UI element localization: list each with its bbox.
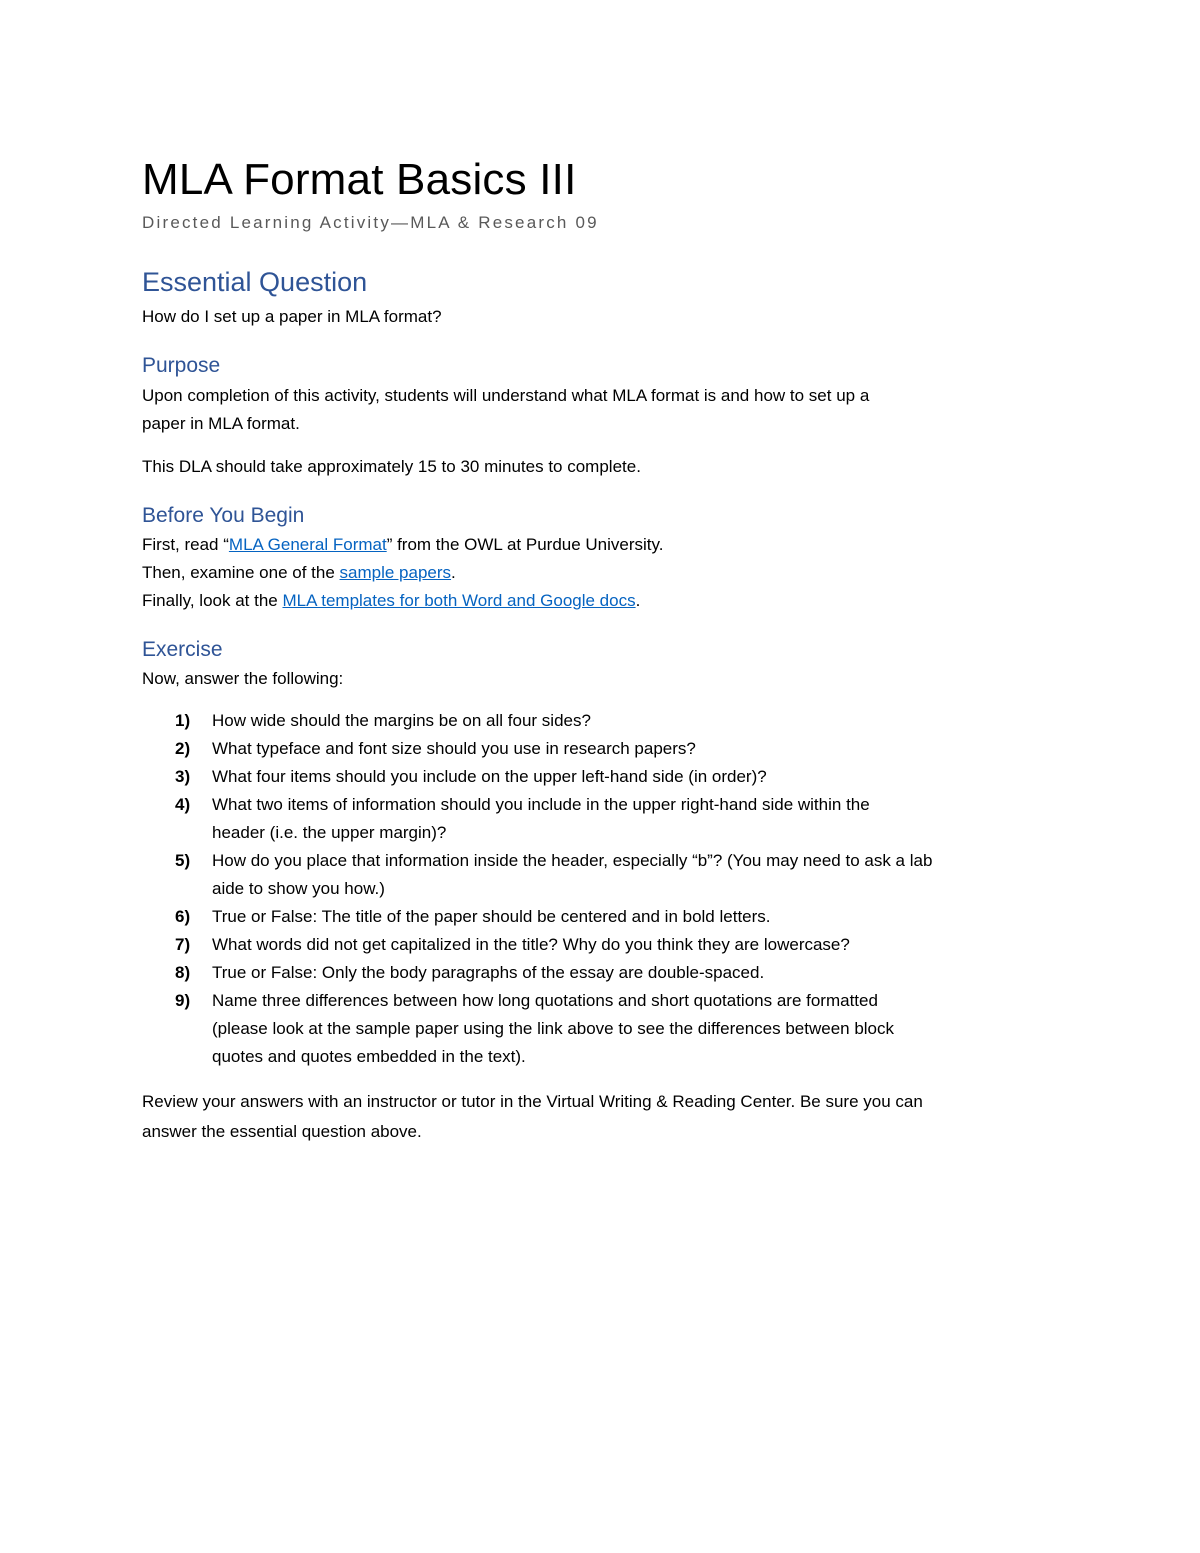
question-number: 4) bbox=[175, 795, 191, 814]
question-text: What four items should you include on the upper left-hand side (in order)? bbox=[212, 767, 767, 786]
question-text-continued: header (i.e. the upper margin)? bbox=[212, 823, 447, 842]
question-item bbox=[142, 847, 1062, 903]
question-number: 5) bbox=[175, 851, 191, 870]
mla-templates-link[interactable]: MLA templates for both Word and Google docs bbox=[282, 591, 636, 610]
question-text-continued: quotes and quotes embedded in the text). bbox=[212, 1047, 526, 1066]
purpose-heading: Purpose bbox=[142, 354, 221, 377]
question-item bbox=[142, 987, 1062, 1071]
sample-papers-link[interactable]: sample papers bbox=[339, 563, 452, 582]
question-item bbox=[142, 707, 1062, 735]
before-line-1-suffix: ” from the OWL at Purdue University. bbox=[386, 535, 664, 554]
document-body bbox=[142, 150, 1062, 1147]
before-line-2-suffix: . bbox=[451, 563, 456, 582]
question-number: 3) bbox=[175, 767, 191, 786]
question-text: How wide should the margins be on all four sides? bbox=[212, 711, 591, 730]
before-line-3-suffix: . bbox=[635, 591, 641, 610]
before-you-begin-paragraph bbox=[142, 531, 1062, 615]
purpose-paragraph bbox=[142, 382, 1062, 438]
question-list bbox=[142, 707, 1062, 1071]
question-item bbox=[142, 931, 1062, 959]
question-item bbox=[142, 791, 1062, 847]
question-number: 2) bbox=[175, 739, 191, 758]
question-text: What words did not get capitalized in the title? Why do you think they are lowercase? bbox=[212, 935, 850, 954]
closing-paragraph bbox=[142, 1087, 1062, 1147]
question-text: How do you place that information inside the header, especially “b”? (You may need to ask a lab bbox=[212, 851, 933, 870]
closing-line-1: Review your answers with an instructor or tutor in the Virtual Writing & Reading Center. Be sure you can bbox=[142, 1092, 923, 1111]
essential-question-text: How do I set up a paper in MLA format? bbox=[142, 307, 442, 326]
exercise-intro: Now, answer the following: bbox=[142, 669, 344, 688]
question-text: What two items of information should you include in the upper right-hand side within the bbox=[212, 795, 870, 814]
question-text: Name three differences between how long quotations and short quotations are formatted bbox=[212, 991, 878, 1010]
document-subtitle: Directed Learning Activity—MLA & Research 09 bbox=[142, 213, 599, 232]
question-number: 9) bbox=[175, 991, 191, 1010]
purpose-line-2: paper in MLA format. bbox=[142, 414, 300, 433]
purpose-duration: This DLA should take approximately 15 to 30 minutes to complete. bbox=[142, 457, 641, 476]
before-line-3-prefix: Finally, look at the bbox=[142, 591, 283, 610]
question-item bbox=[142, 959, 1062, 987]
mla-general-format-link[interactable]: MLA General Format bbox=[228, 535, 387, 554]
question-number: 8) bbox=[175, 963, 191, 982]
before-line-2-prefix: Then, examine one of the bbox=[142, 563, 340, 582]
question-text: What typeface and font size should you use in research papers? bbox=[212, 739, 696, 758]
document-title: MLA Format Basics III bbox=[142, 155, 577, 204]
question-item bbox=[142, 903, 1062, 931]
question-number: 1) bbox=[175, 711, 191, 730]
before-line-1-prefix: First, read “ bbox=[142, 535, 229, 554]
essential-question-heading: Essential Question bbox=[142, 267, 368, 297]
exercise-heading: Exercise bbox=[142, 638, 223, 661]
question-text-continued: (please look at the sample paper using the link above to see the differences between block bbox=[212, 1019, 895, 1038]
question-number: 6) bbox=[175, 907, 191, 926]
question-item bbox=[142, 763, 1062, 791]
before-you-begin-heading: Before You Begin bbox=[142, 504, 305, 527]
purpose-line-1: Upon completion of this activity, students will understand what MLA format is and how to set up a bbox=[142, 386, 870, 405]
question-text-continued: aide to show you how.) bbox=[212, 879, 385, 898]
closing-line-2: answer the essential question above. bbox=[142, 1122, 422, 1141]
question-text: True or False: The title of the paper should be centered and in bold letters. bbox=[212, 907, 771, 926]
question-text: True or False: Only the body paragraphs of the essay are double-spaced. bbox=[212, 963, 765, 982]
question-item bbox=[142, 735, 1062, 763]
question-number: 7) bbox=[175, 935, 191, 954]
